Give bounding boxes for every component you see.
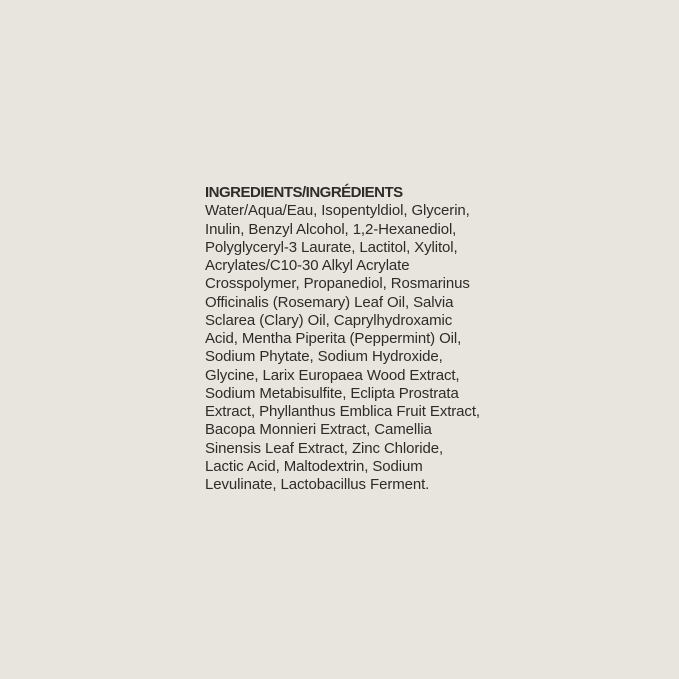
ingredients-line: Water/Aqua/Eau, Isopentyldiol, Glycerin, <box>205 202 470 220</box>
ingredients-line: Inulin, Benzyl Alcohol, 1,2-Hexanediol, <box>205 220 457 238</box>
ingredients-line: Crosspolymer, Propanediol, Rosmarinus <box>205 275 470 293</box>
ingredients-heading: INGREDIENTS/INGRÉDIENTS <box>205 184 403 201</box>
ingredients-line: Sinensis Leaf Extract, Zinc Chloride, <box>205 439 444 457</box>
ingredients-line: Officinalis (Rosemary) Leaf Oil, Salvia <box>205 293 454 311</box>
ingredients-line: Sclarea (Clary) Oil, Caprylhydroxamic <box>205 311 453 329</box>
ingredients-panel <box>205 184 480 494</box>
ingredients-line: Sodium Metabisulfite, Eclipta Prostrata <box>205 384 459 402</box>
ingredients-line: Extract, Phyllanthus Emblica Fruit Extract, <box>205 403 480 420</box>
ingredients-line: Polyglyceryl-3 Laurate, Lactitol, Xylitol, <box>205 238 458 256</box>
ingredients-line: Glycine, Larix Europaea Wood Extract, <box>205 366 460 384</box>
ingredients-line: Acid, Mentha Piperita (Peppermint) Oil, <box>205 330 462 347</box>
ingredients-line: Sodium Phytate, Sodium Hydroxide, <box>205 348 443 366</box>
ingredients-line: Lactic Acid, Maltodextrin, Sodium <box>205 457 423 475</box>
ingredients-line: Bacopa Monnieri Extract, Camellia <box>205 421 432 439</box>
ingredients-line: Levulinate, Lactobacillus Ferment. <box>205 476 430 493</box>
ingredients-line: Acrylates/C10-30 Alkyl Acrylate <box>205 257 410 274</box>
